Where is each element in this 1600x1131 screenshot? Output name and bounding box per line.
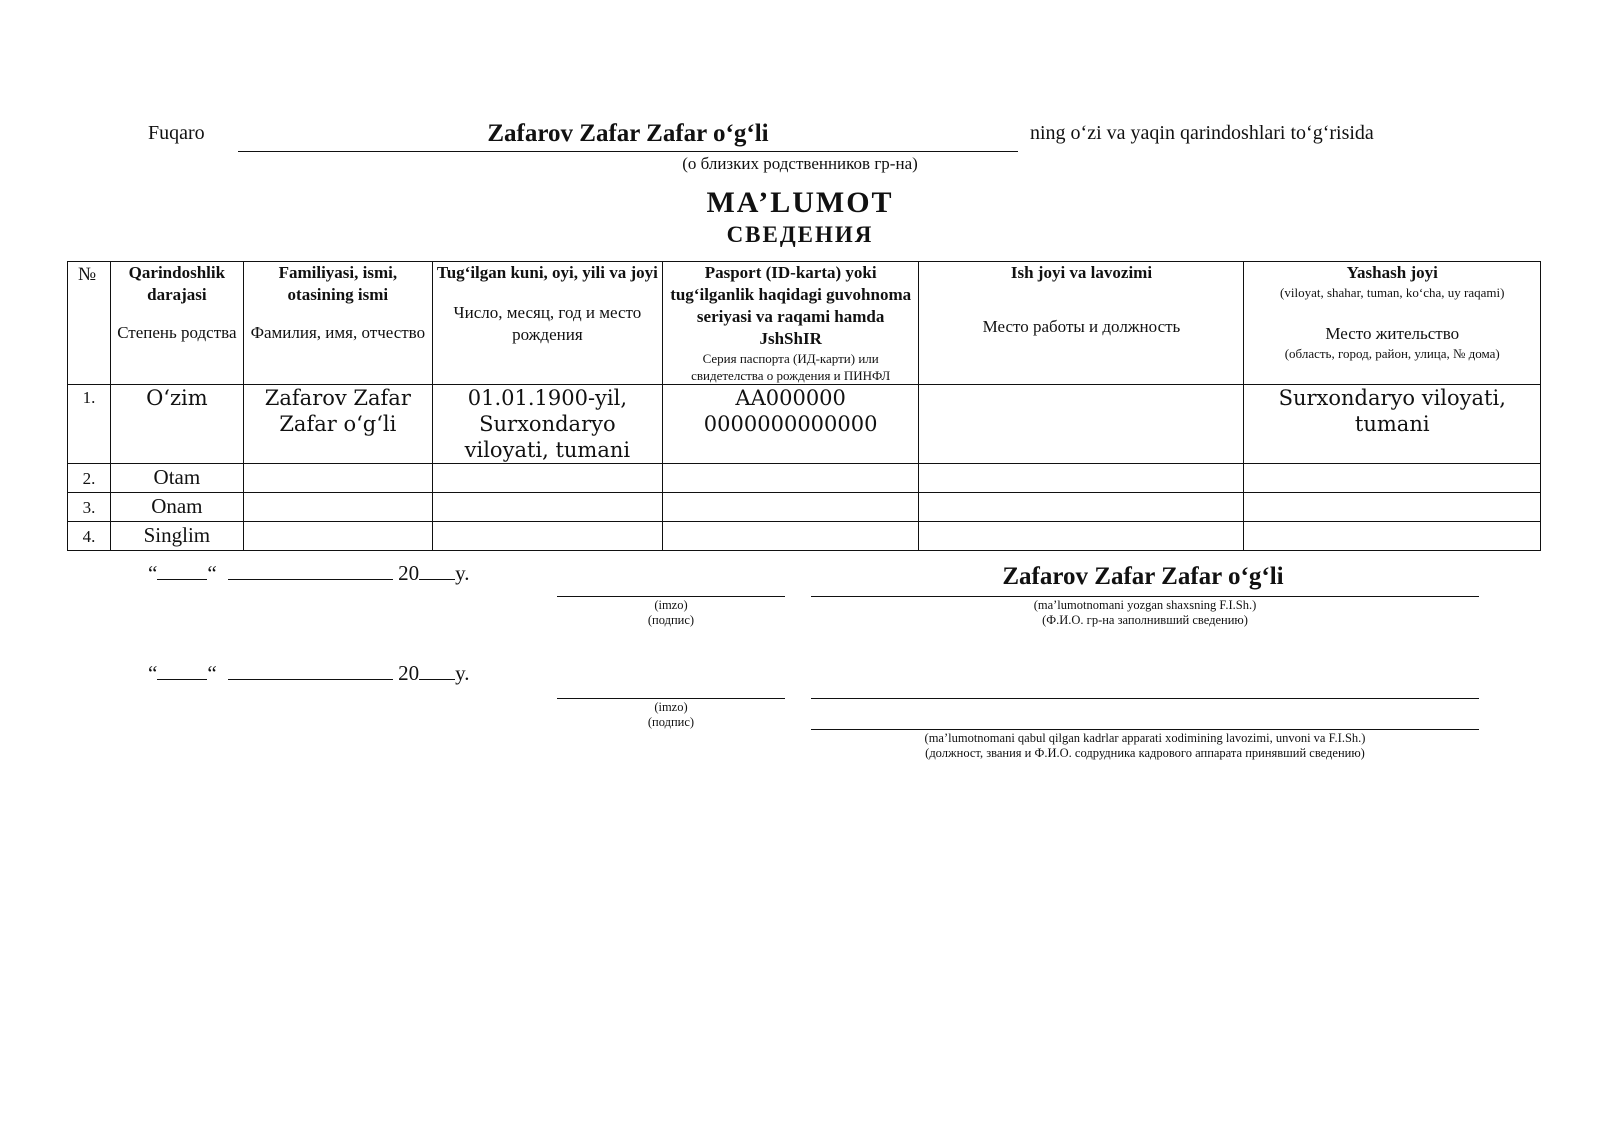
row-residence	[1244, 464, 1541, 493]
filler-name: Zafarov Zafar Zafar o‘g‘li	[1002, 563, 1284, 590]
day-blank	[157, 661, 207, 680]
table-row	[68, 464, 1541, 493]
year-suffix: y.	[455, 561, 470, 585]
row-passport: AA000000 0000000000000	[662, 385, 919, 464]
row-work	[919, 385, 1244, 464]
month-blank	[228, 561, 393, 580]
header-relation: Qarindoshlik darajasi Степень родства	[110, 262, 243, 385]
imzo-caption-2: (imzo)	[654, 700, 688, 714]
row-relation: Onam	[110, 493, 243, 522]
citizen-name: Zafarov Zafar Zafar o‘g‘li	[487, 120, 769, 147]
receiver-caption-ru: (должност, звания и Ф.И.О. содрудника кадрового аппарата принявший сведению)	[925, 746, 1365, 760]
row-birth	[432, 522, 662, 551]
year-prefix: 20	[398, 561, 420, 585]
row-relation: O‘zim	[110, 385, 243, 464]
row-number: 4.	[68, 522, 111, 551]
podpis-caption-2: (подпис)	[647, 715, 695, 729]
quote-open: “	[148, 661, 158, 685]
table-row	[68, 493, 1541, 522]
quote-close: “	[207, 561, 217, 585]
document-title-uz: MA’LUMOT	[706, 186, 894, 219]
row-birth	[432, 464, 662, 493]
year-blank	[419, 661, 455, 680]
header-work: Ish joyi va lavozimi Место работы и должность	[919, 262, 1244, 385]
year-blank	[419, 561, 455, 580]
receiver-caption-uz: (ma’lumotnomani qabul qilgan kadrlar apparati xodimining lavozimi, unvoni va F.I.Sh.)	[924, 731, 1366, 745]
date-field-2	[148, 661, 470, 686]
receiver-line-2	[811, 729, 1479, 730]
header-tail-text: ning o‘zi va yaqin qarindoshlari to‘g‘risida	[1030, 122, 1374, 144]
imzo-caption-1: (imzo)	[654, 598, 688, 612]
relatives-table	[67, 261, 1541, 551]
header-birth: Tug‘ilgan kuni, oyi, yili va joyi Число, месяц, год и место рождения	[432, 262, 662, 385]
table-header-row	[68, 262, 1541, 385]
row-name	[243, 464, 432, 493]
row-work	[919, 522, 1244, 551]
row-name	[243, 522, 432, 551]
row-residence	[1244, 522, 1541, 551]
row-relation: Otam	[110, 464, 243, 493]
signature-line-2	[557, 698, 785, 699]
filler-name-line	[811, 596, 1479, 597]
filler-caption-uz: (ma’lumotnomani yozgan shaxsning F.I.Sh.)	[1033, 598, 1257, 612]
year-prefix: 20	[398, 661, 420, 685]
row-residence: Surxondaryo viloyati, tumani	[1244, 385, 1541, 464]
row-passport	[662, 464, 919, 493]
podpis-caption-1: (подпис)	[647, 613, 695, 627]
receiver-line-1	[811, 698, 1479, 699]
row-work	[919, 493, 1244, 522]
header-sub-caption: (о близких родственников гр-на)	[682, 154, 918, 173]
year-suffix: y.	[455, 661, 470, 685]
row-relation: Singlim	[110, 522, 243, 551]
month-blank	[228, 661, 393, 680]
header-number: №	[68, 262, 111, 385]
header-passport: Pasport (ID-karta) yoki tug‘ilganlik haqidagi guvohnoma seriyasi va raqami hamda JshShIR Серия паспорта (ИД-карти) или свидетелства о рождения и ПИНФЛ	[662, 262, 919, 385]
quote-close: “	[207, 661, 217, 685]
row-passport	[662, 522, 919, 551]
document-title-ru: СВЕДЕНИЯ	[726, 222, 874, 247]
row-work	[919, 464, 1244, 493]
row-number: 2.	[68, 464, 111, 493]
row-name: Zafarov Zafar Zafar o‘g‘li	[243, 385, 432, 464]
fuqaro-label: Fuqaro	[148, 122, 205, 144]
signature-line-1	[557, 596, 785, 597]
row-name	[243, 493, 432, 522]
table-row	[68, 385, 1541, 464]
row-birth: 01.01.1900-yil, Surxondaryo viloyati, tumani	[432, 385, 662, 464]
row-number: 3.	[68, 493, 111, 522]
citizen-name-line	[238, 151, 1018, 152]
quote-open: “	[148, 561, 158, 585]
filler-caption-ru: (Ф.И.О. гр-на заполнивший сведению)	[1042, 613, 1248, 627]
row-residence	[1244, 493, 1541, 522]
row-number: 1.	[68, 385, 111, 464]
row-passport	[662, 493, 919, 522]
date-field-1	[148, 561, 470, 586]
day-blank	[157, 561, 207, 580]
row-birth	[432, 493, 662, 522]
header-name: Familiyasi, ismi, otasining ismi Фамилия, имя, отчество	[243, 262, 432, 385]
header-residence: Yashash joyi (viloyat, shahar, tuman, ko‘cha, uy raqami) Место жительство (область, город, район, улица, № дома)	[1244, 262, 1541, 385]
table-row	[68, 522, 1541, 551]
